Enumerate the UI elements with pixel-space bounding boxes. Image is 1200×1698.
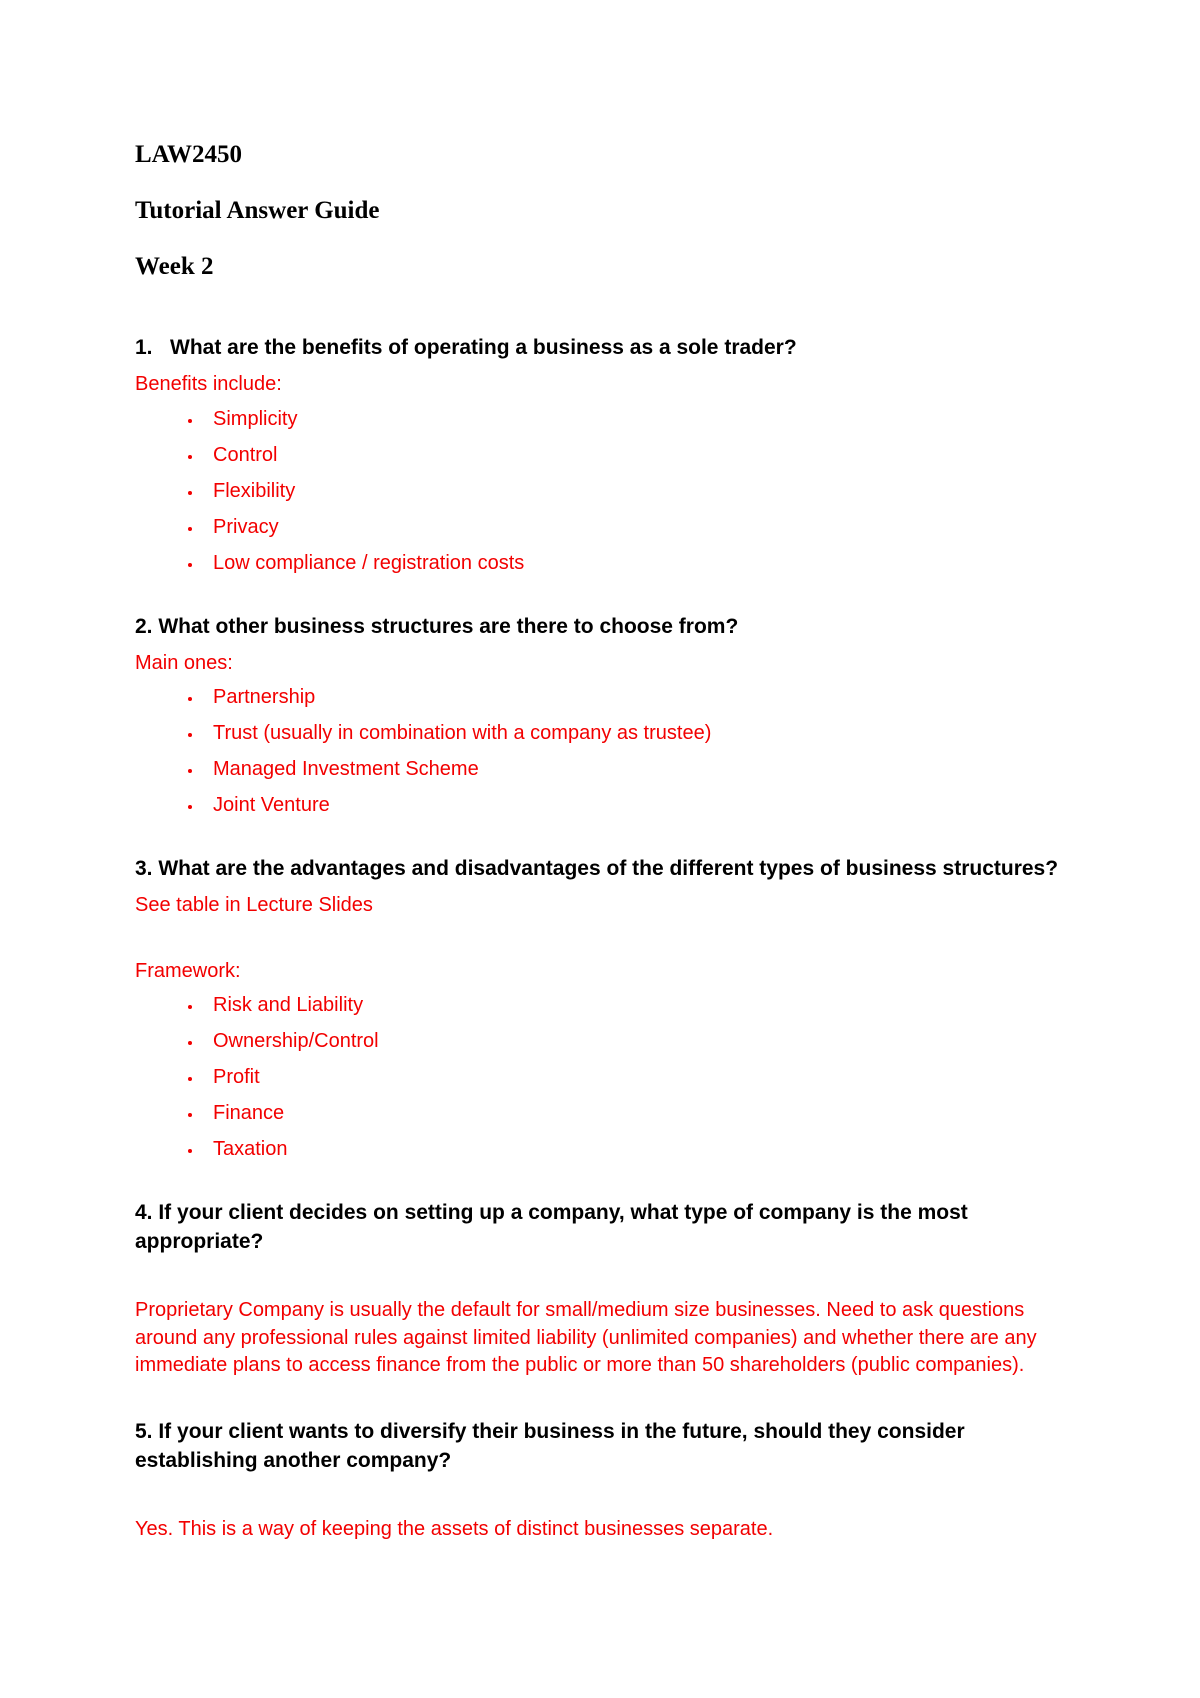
answer-text (135, 926, 1065, 952)
answer-bullet: • Simplicity (203, 407, 1065, 431)
answer-bullet-list (135, 993, 1065, 1161)
question-heading: 5. If your client wants to diversify their business in the future, should they consider establishing another company? (135, 1420, 971, 1472)
answer-bullet: • Low compliance / registration costs (203, 551, 1065, 575)
answer-text: Framework: (135, 959, 241, 982)
question-section (135, 613, 1065, 818)
answer-text: Main ones: (135, 651, 233, 674)
answer-bullet: • Privacy (203, 515, 1065, 539)
answer-bullet: • Joint Venture (203, 793, 1065, 817)
answer-bullet: • Profit (203, 1065, 1065, 1089)
question-heading: 1. What are the benefits of operating a business as a sole trader? (135, 336, 797, 359)
answer-bullet-list (135, 407, 1065, 575)
answer-text: Proprietary Company is usually the default for small/medium size businesses. Need to ask questions around any professional rules against limited liability (unlimited companies) and whether there are any immediate plans to access finance from the public or more than 50 shareholders (public companies). (135, 1299, 1037, 1377)
answer-bullet: • Trust (usually in combination with a company as trustee) (203, 721, 1065, 745)
answer-text: Yes. This is a way of keeping the assets of distinct businesses separate. (135, 1517, 774, 1540)
answer-bullet: • Finance (203, 1101, 1065, 1125)
document-title: Tutorial Answer Guide (135, 197, 380, 224)
answer-bullet: • Managed Investment Scheme (203, 757, 1065, 781)
answer-text: Benefits include: (135, 372, 282, 395)
question-section (135, 1418, 1065, 1544)
answer-bullet-list (135, 685, 1065, 817)
question-heading: 3. What are the advantages and disadvantages of the different types of business structures? (135, 857, 1059, 881)
questions-container (135, 334, 1065, 1544)
answer-bullet: • Flexibility (203, 479, 1065, 503)
question-section (135, 334, 1065, 575)
answer-bullet: • Partnership (203, 685, 1065, 709)
answer-text (135, 1484, 1065, 1510)
question-heading: 4. If your client decides on setting up a company, what type of company is the most appropriate? (135, 1201, 974, 1254)
question-section (135, 1199, 1065, 1380)
question-heading: 2. What other business structures are there to choose from? (135, 614, 739, 638)
answer-bullet: • Control (203, 443, 1065, 467)
answer-text: See table in Lecture Slides (135, 894, 373, 917)
answer-bullet: • Taxation (203, 1137, 1065, 1161)
course-code: LAW2450 (135, 141, 242, 168)
week-label: Week 2 (135, 253, 214, 280)
question-section (135, 855, 1065, 1161)
answer-bullet: • Risk and Liability (203, 993, 1065, 1017)
answer-bullet: • Ownership/Control (203, 1029, 1065, 1053)
answer-text (135, 1265, 1065, 1291)
